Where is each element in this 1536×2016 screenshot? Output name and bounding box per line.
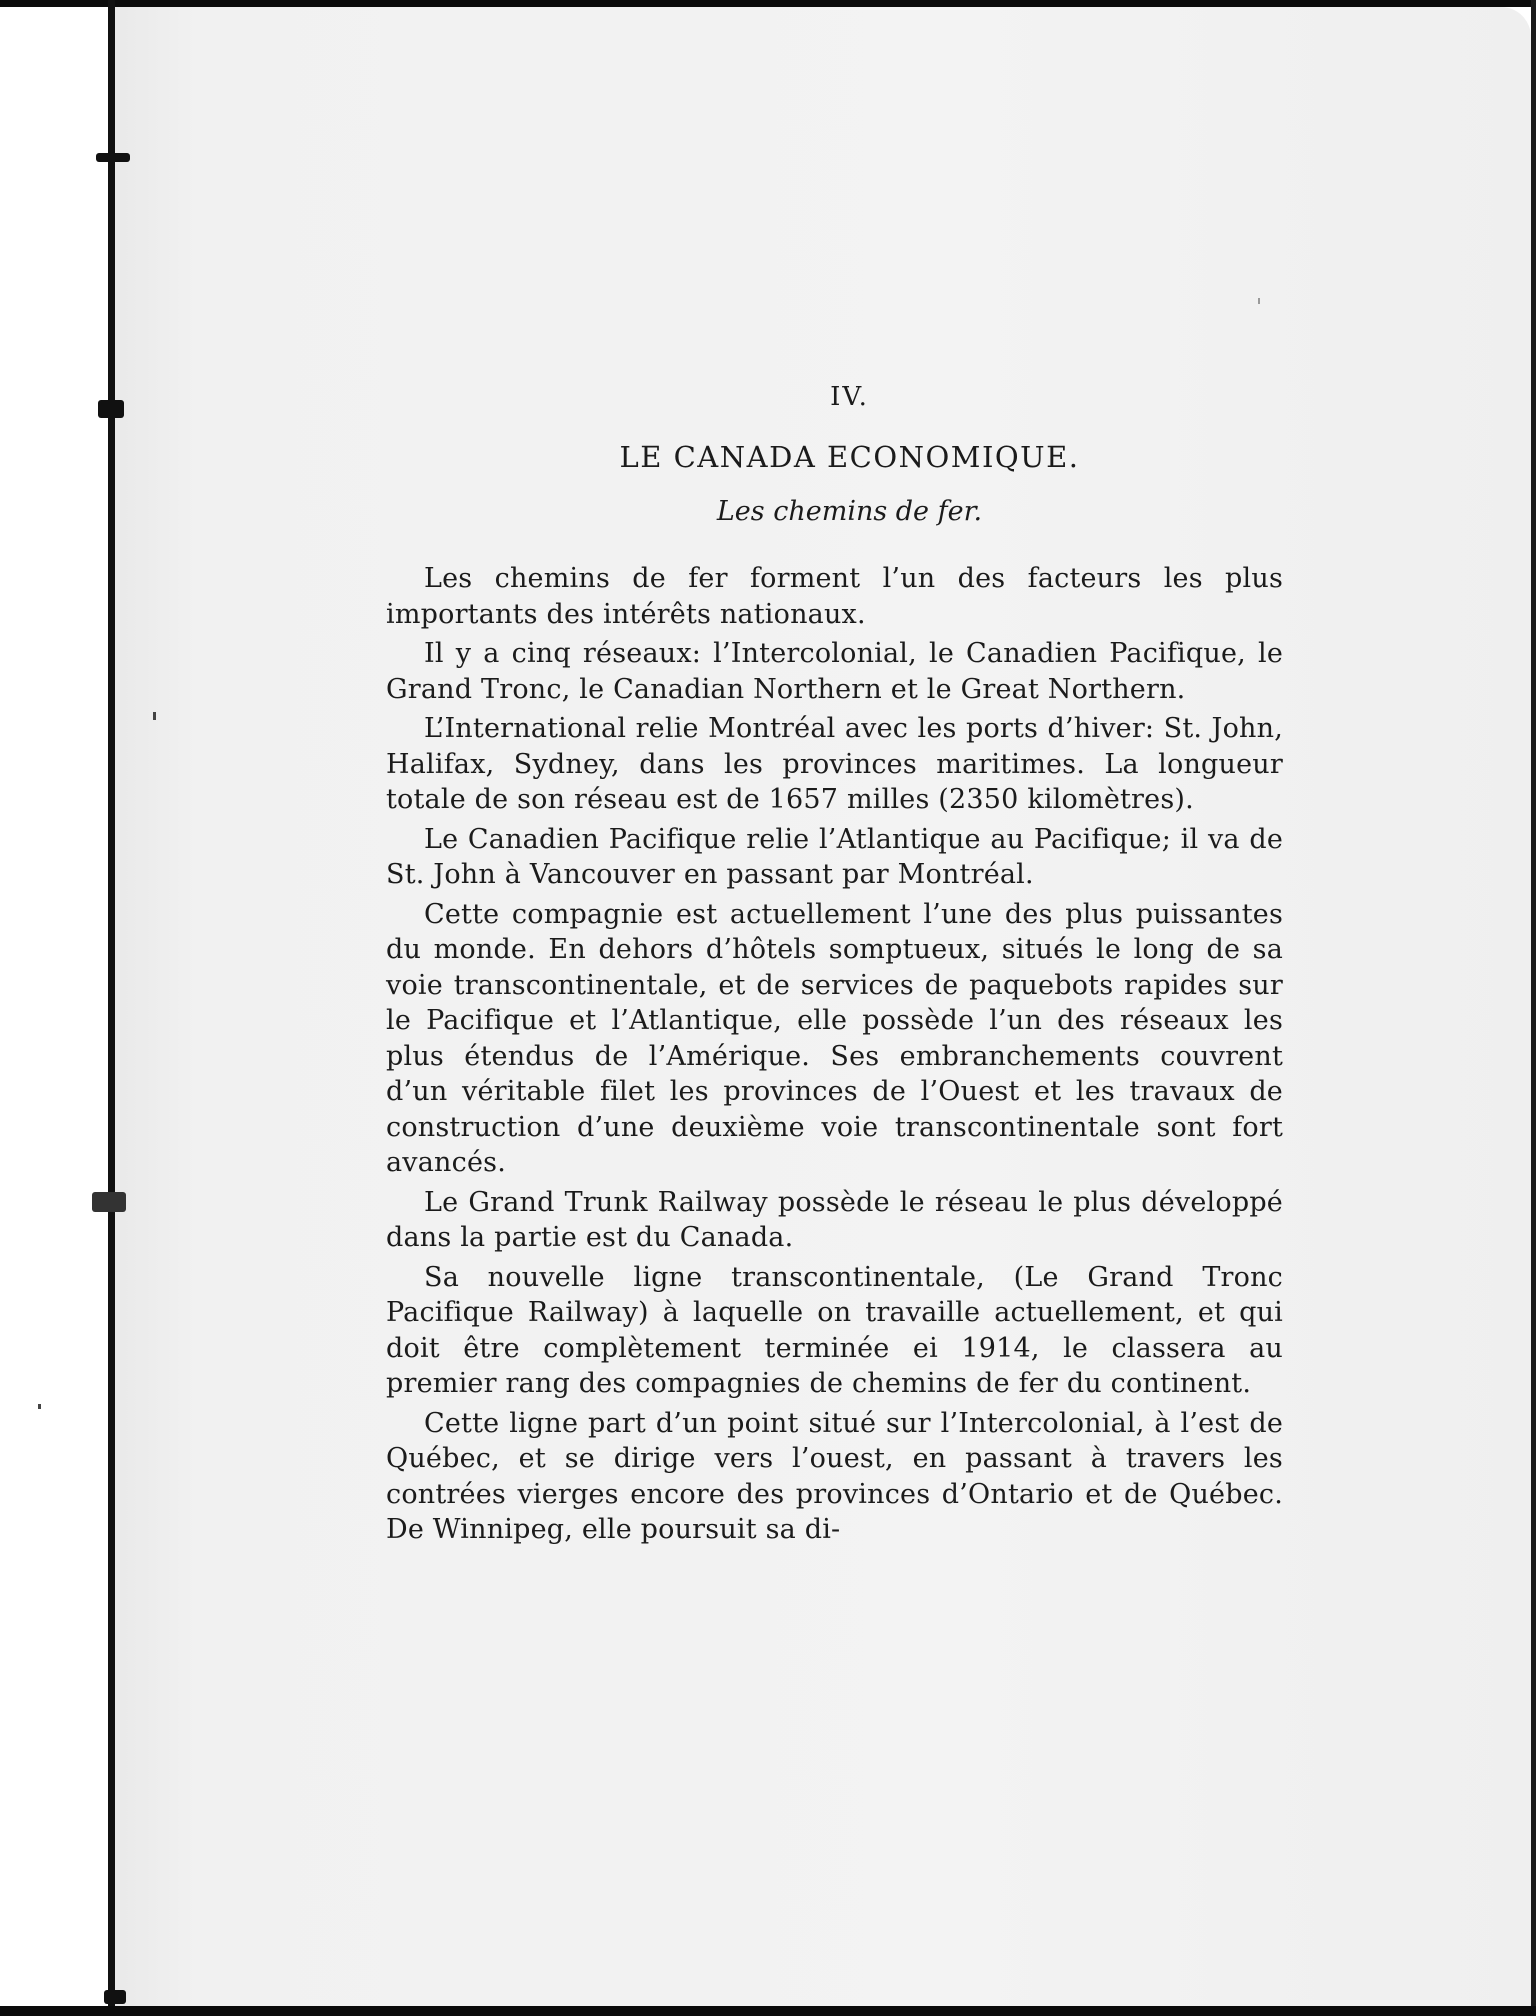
book-binding-edge bbox=[108, 0, 115, 2016]
binding-thread-middle bbox=[98, 400, 124, 418]
paragraph: Le Canadien Pacifique relie l’Atlantique au Pacifique; il va de St. John à Vancouver en passant par Montréal. bbox=[386, 823, 1283, 890]
scan-border-right bbox=[1531, 0, 1536, 2016]
paragraph: Sa nouvelle ligne transcontinentale, (Le Grand Tronc Pacifique Railway) à laquelle on travaille actuellement, et qui doit être complètement terminée ei 1914, le classera au premier rang des compagnies de chemins de fer du continent. bbox=[386, 1261, 1283, 1399]
binding-thread-lower bbox=[92, 1192, 126, 1212]
section-title: Les chemins de fer. bbox=[716, 496, 983, 527]
paragraph: Cette ligne part d’un point situé sur l’Intercolonial, à l’est de Québec, et se dirige vers l’ouest, en passant à travers les contrées vierges encore des provinces d’Ontario et de Québec. De Winnipeg, elle poursuit sa di- bbox=[386, 1407, 1283, 1545]
page-text bbox=[386, 382, 1283, 1552]
paragraph: Cette compagnie est actuellement l’une des plus puissantes du monde. En dehors d’hôtels somptueux, situés le long de sa voie transcontinentale, et de services de paquebots rapides sur le Pacifique et l’Atlantique, elle possède l’un des réseaux les plus étendus de l’Amérique. Ses embranchements couvrent d’un véritable filet les provinces de l’Ouest et les travaux de construction d’une deuxième voie transcontinentale sont fort avancés. bbox=[386, 898, 1283, 1178]
chapter-title: LE CANADA ECONOMIQUE. bbox=[619, 440, 1080, 474]
paragraph: Le Grand Trunk Railway possède le réseau le plus développé dans la partie est du Canada. bbox=[386, 1186, 1283, 1253]
scan-border-bottom bbox=[0, 2006, 1536, 2016]
scan-border-top bbox=[0, 0, 1536, 7]
chapter-number: IV. bbox=[830, 382, 869, 412]
page-speck bbox=[38, 1404, 41, 1409]
paragraph: Les chemins de fer forment l’un des facteurs les plus importants des intérêts nationaux. bbox=[386, 563, 1283, 630]
paragraph: Il y a cinq réseaux: l’Intercolonial, le Canadien Pacifique, le Grand Tronc, le Canadian Northern et le Great Northern. bbox=[386, 638, 1283, 705]
binding-thread-top bbox=[96, 153, 130, 162]
binding-thread-bottom bbox=[104, 1990, 126, 2004]
page-speck bbox=[153, 712, 156, 720]
paragraph: L’International relie Montréal avec les ports d’hiver: St. John, Halifax, Sydney, dans les provinces maritimes. La longueur totale de son réseau est de 1657 milles (2350 kilomètres). bbox=[386, 713, 1283, 815]
page-speck bbox=[1258, 298, 1260, 304]
